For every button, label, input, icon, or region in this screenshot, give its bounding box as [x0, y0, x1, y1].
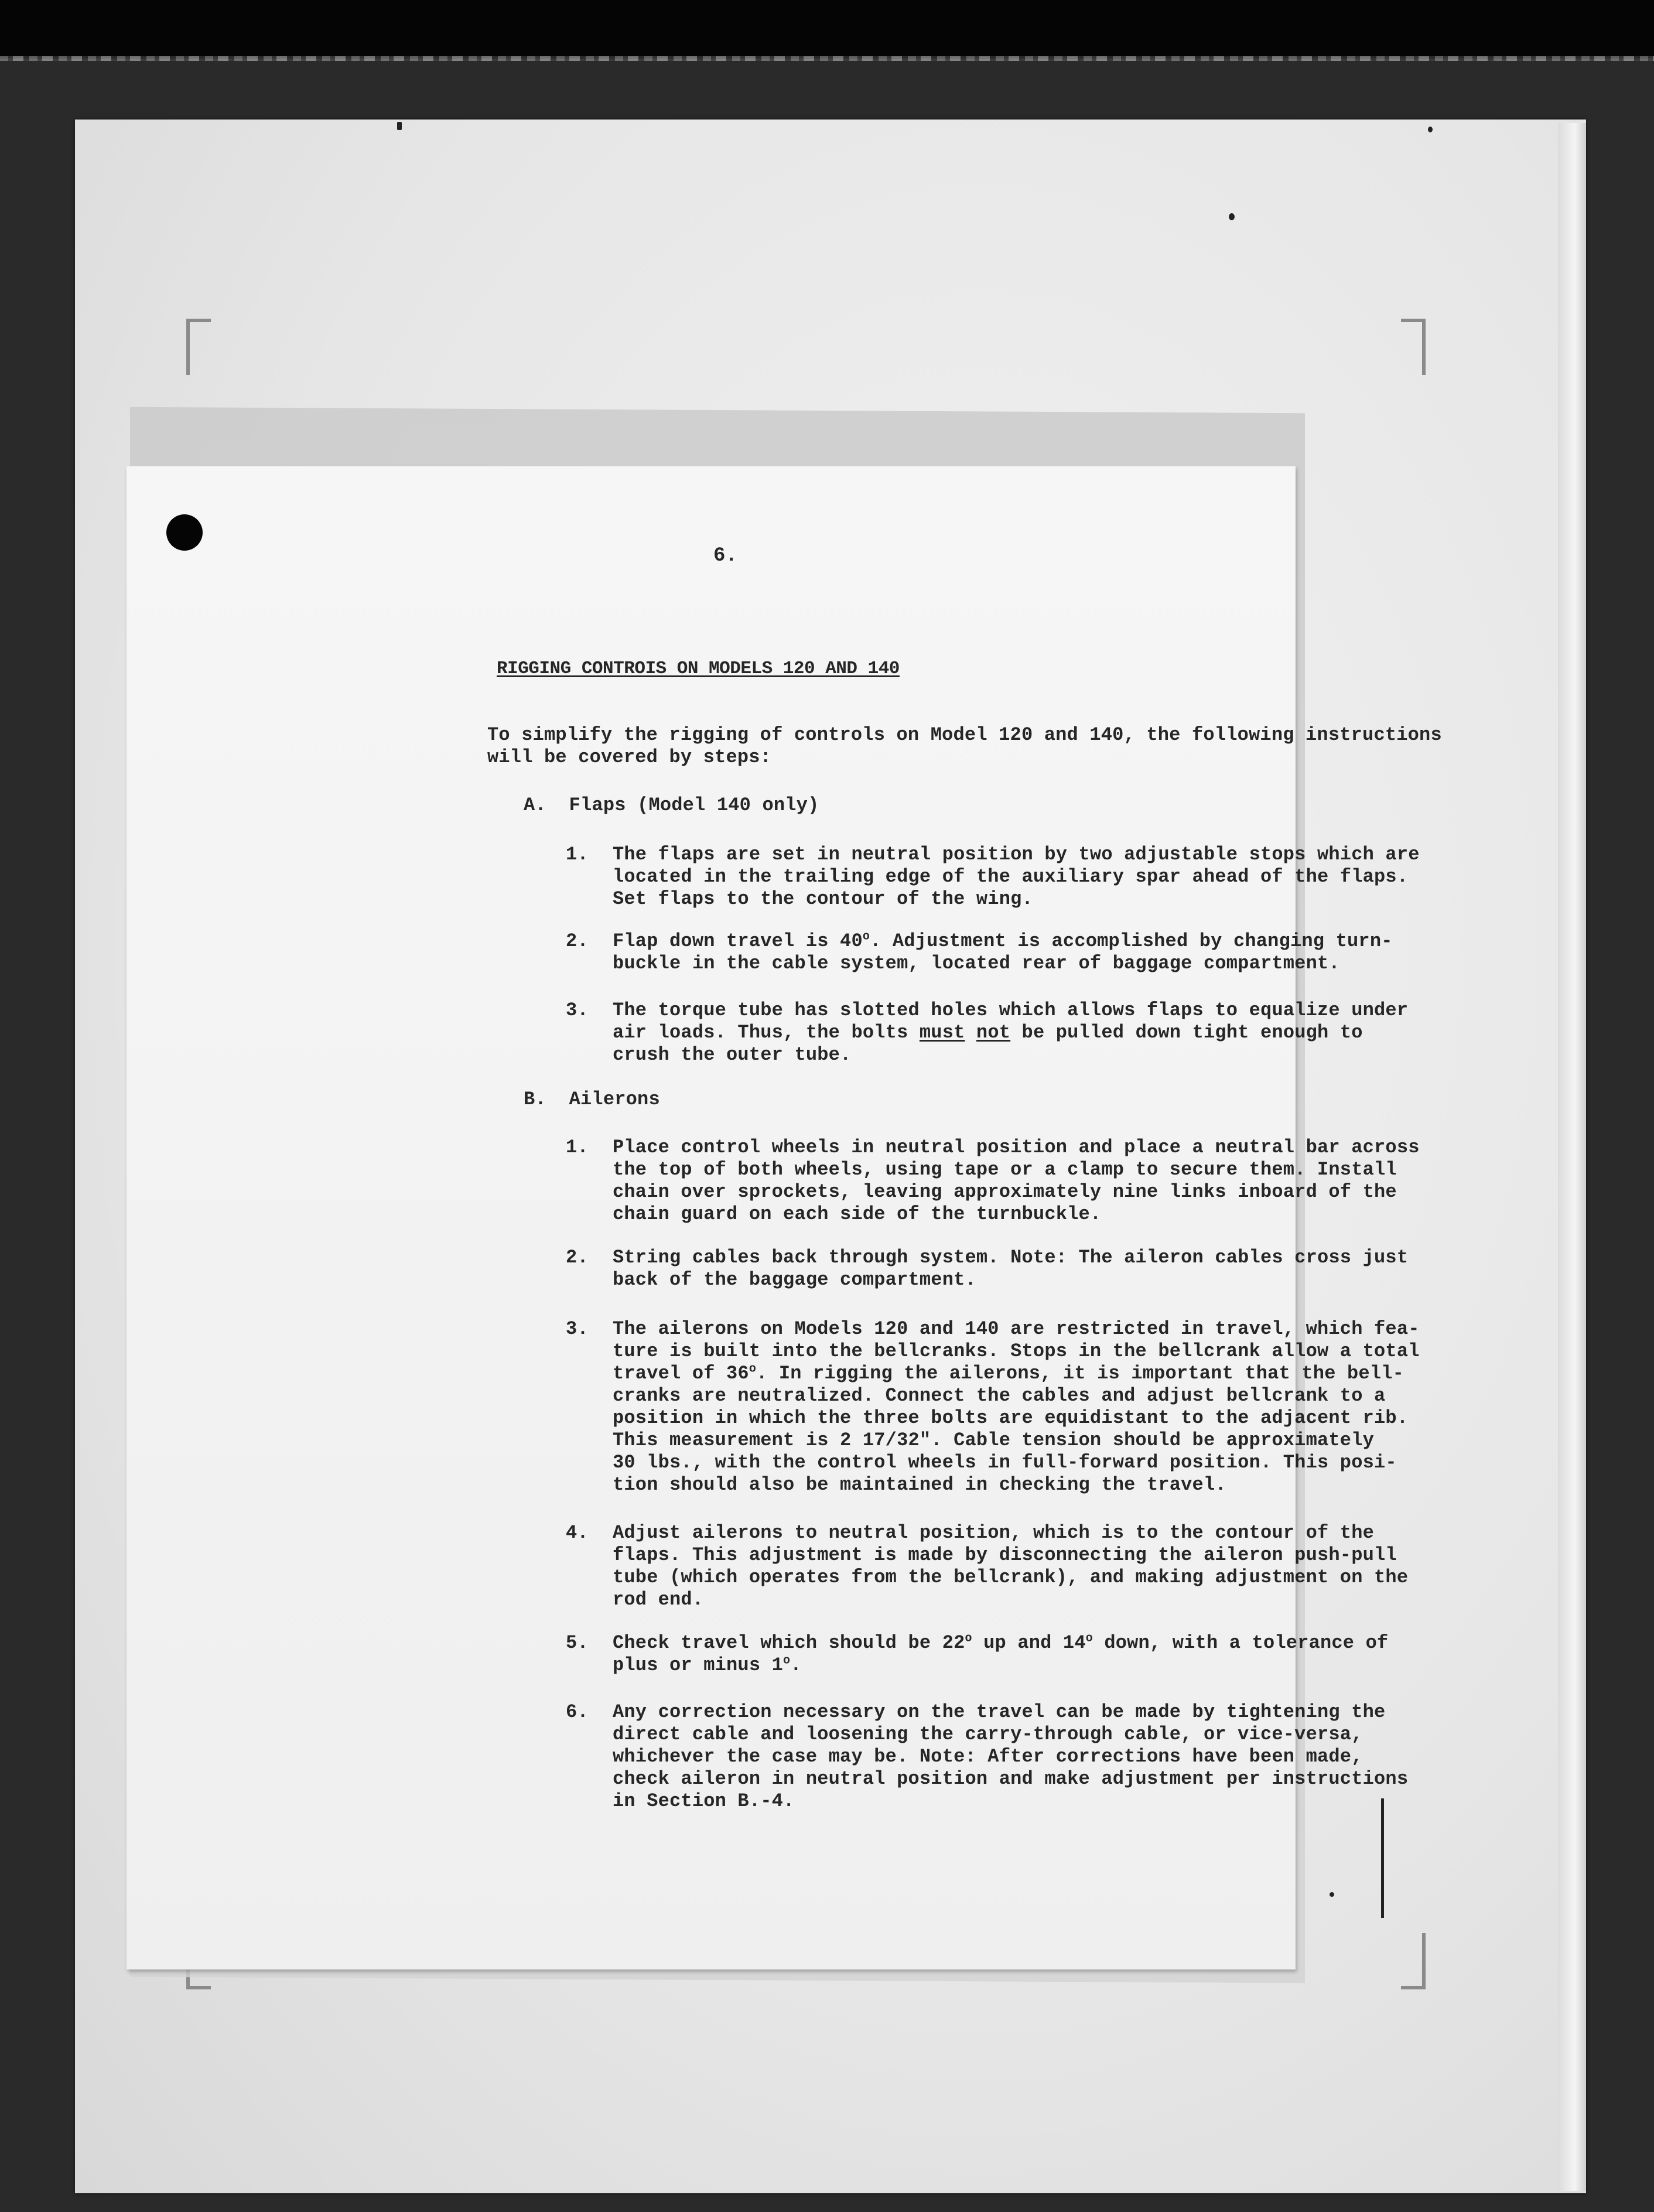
item-number: 5.: [566, 1632, 589, 1654]
text-run: Flap down travel is 40: [613, 930, 863, 952]
dust-speck: [1428, 127, 1433, 132]
item-number: 2.: [566, 1247, 589, 1268]
item-number: 3.: [566, 1318, 589, 1340]
item-number: 1.: [566, 844, 589, 865]
dust-speck: [397, 122, 402, 130]
section-b-heading: [524, 1088, 660, 1111]
item-number: 4.: [566, 1522, 589, 1544]
item-text: Adjust ailerons to neutral position, which is to the contour of the flaps. This adjustment is made by disconnecting the aileron push-pull tube (which operates from the bellcrank), and making adjustment on the rod end.: [613, 1522, 1409, 1610]
crop-mark-top-right: [1401, 319, 1426, 375]
text-run: be pulled down tight enough to crush the outer tube.: [613, 1022, 1363, 1066]
crop-mark-bottom-right: [1401, 1933, 1426, 1989]
degree-mark: o: [783, 1654, 791, 1668]
emphasis-not: not: [976, 1022, 1011, 1043]
section-a-label: A.: [524, 794, 546, 816]
intro-paragraph: To simplify the rigging of controls on Model 120 and 140, the following instructions will be covered by steps:: [487, 724, 1442, 768]
item-number: 3.: [566, 999, 589, 1021]
item-text: The flaps are set in neutral position by two adjustable stops which are located in the trailing edge of the auxiliary spar ahead of the flaps. Set flaps to the contour of the wing.: [613, 844, 1420, 910]
section-b-title: Ailerons: [569, 1088, 660, 1110]
text-run: down, with a tolerance of plus or minus 1: [613, 1632, 1389, 1676]
text-run: .: [790, 1654, 802, 1676]
text-run: The ailerons on Models 120 and 140 are restricted in travel, which fea- ture is built into the bellcranks. Stops in the bellcrank allow a total travel of 36: [613, 1318, 1420, 1384]
text-run: Check travel which should be 22: [613, 1632, 965, 1654]
dust-speck: [1229, 213, 1235, 220]
item-text: [613, 999, 1474, 1066]
crop-mark-top-left: [186, 319, 211, 375]
item-number: 1.: [566, 1136, 589, 1158]
film-edge: [0, 56, 1654, 61]
item-text: String cables back through system. Note: The aileron cables cross just back of the baggage compartment.: [613, 1247, 1409, 1291]
text-run: The torque tube has slotted holes which allows flaps to equalize under air loads. Thus, the bolts: [613, 999, 1409, 1043]
punch-hole: [166, 514, 203, 551]
text-run: . Adjustment is accomplished by changing turn- buckle in the cable system, located rear of baggage compartment.: [613, 930, 1393, 974]
item-number: 6.: [566, 1701, 589, 1723]
text-run: . In rigging the ailerons, it is important that the bell- cranks are neutralized. Connect the cables and adjust bellcrank to a position in which the three bolts are equidistant to the adjacent rib. This measurement is 2 17/32". Cable tension should be approximately 30 lbs., with the control wheels in full-forward position. This posi- tion should also be maintained in checking the travel.: [613, 1363, 1409, 1496]
document-title: RIGGING CONTROIS ON MODELS 120 AND 140: [497, 658, 900, 679]
mount-board-edge: [1558, 123, 1586, 2191]
item-text: Any correction necessary on the travel can be made by tightening the direct cable and loosening the carry-through cable, or vice-versa, whichever the case may be. Note: After corrections have been made, check aileron in neutral position and make adjustment per instructions in Section B.-4.: [613, 1701, 1409, 1812]
item-text: [613, 1632, 1474, 1677]
section-a-heading: [524, 794, 819, 817]
item-number: 2.: [566, 930, 589, 952]
degree-mark: o: [1085, 1631, 1093, 1646]
text-run: up and 14: [972, 1632, 1086, 1654]
degree-mark: o: [965, 1631, 972, 1646]
section-a-title: Flaps (Model 140 only): [569, 794, 819, 816]
degree-mark: o: [749, 1362, 757, 1376]
item-text: Place control wheels in neutral position and place a neutral bar across the top of both wheels, using tape or a clamp to secure them. Install chain over sprockets, leaving approximately nine links inboard of the chain guard on each side of the turnbuckle.: [613, 1136, 1420, 1225]
item-text: [613, 1318, 1474, 1496]
emphasis-must: must: [919, 1022, 965, 1043]
margin-rule: [1381, 1798, 1384, 1918]
film-top-band: [0, 0, 1654, 59]
item-text: [613, 930, 1474, 975]
dust-speck: [1330, 1892, 1334, 1897]
page-number: 6.: [713, 545, 737, 567]
degree-mark: o: [862, 930, 870, 944]
section-b-label: B.: [524, 1088, 546, 1110]
